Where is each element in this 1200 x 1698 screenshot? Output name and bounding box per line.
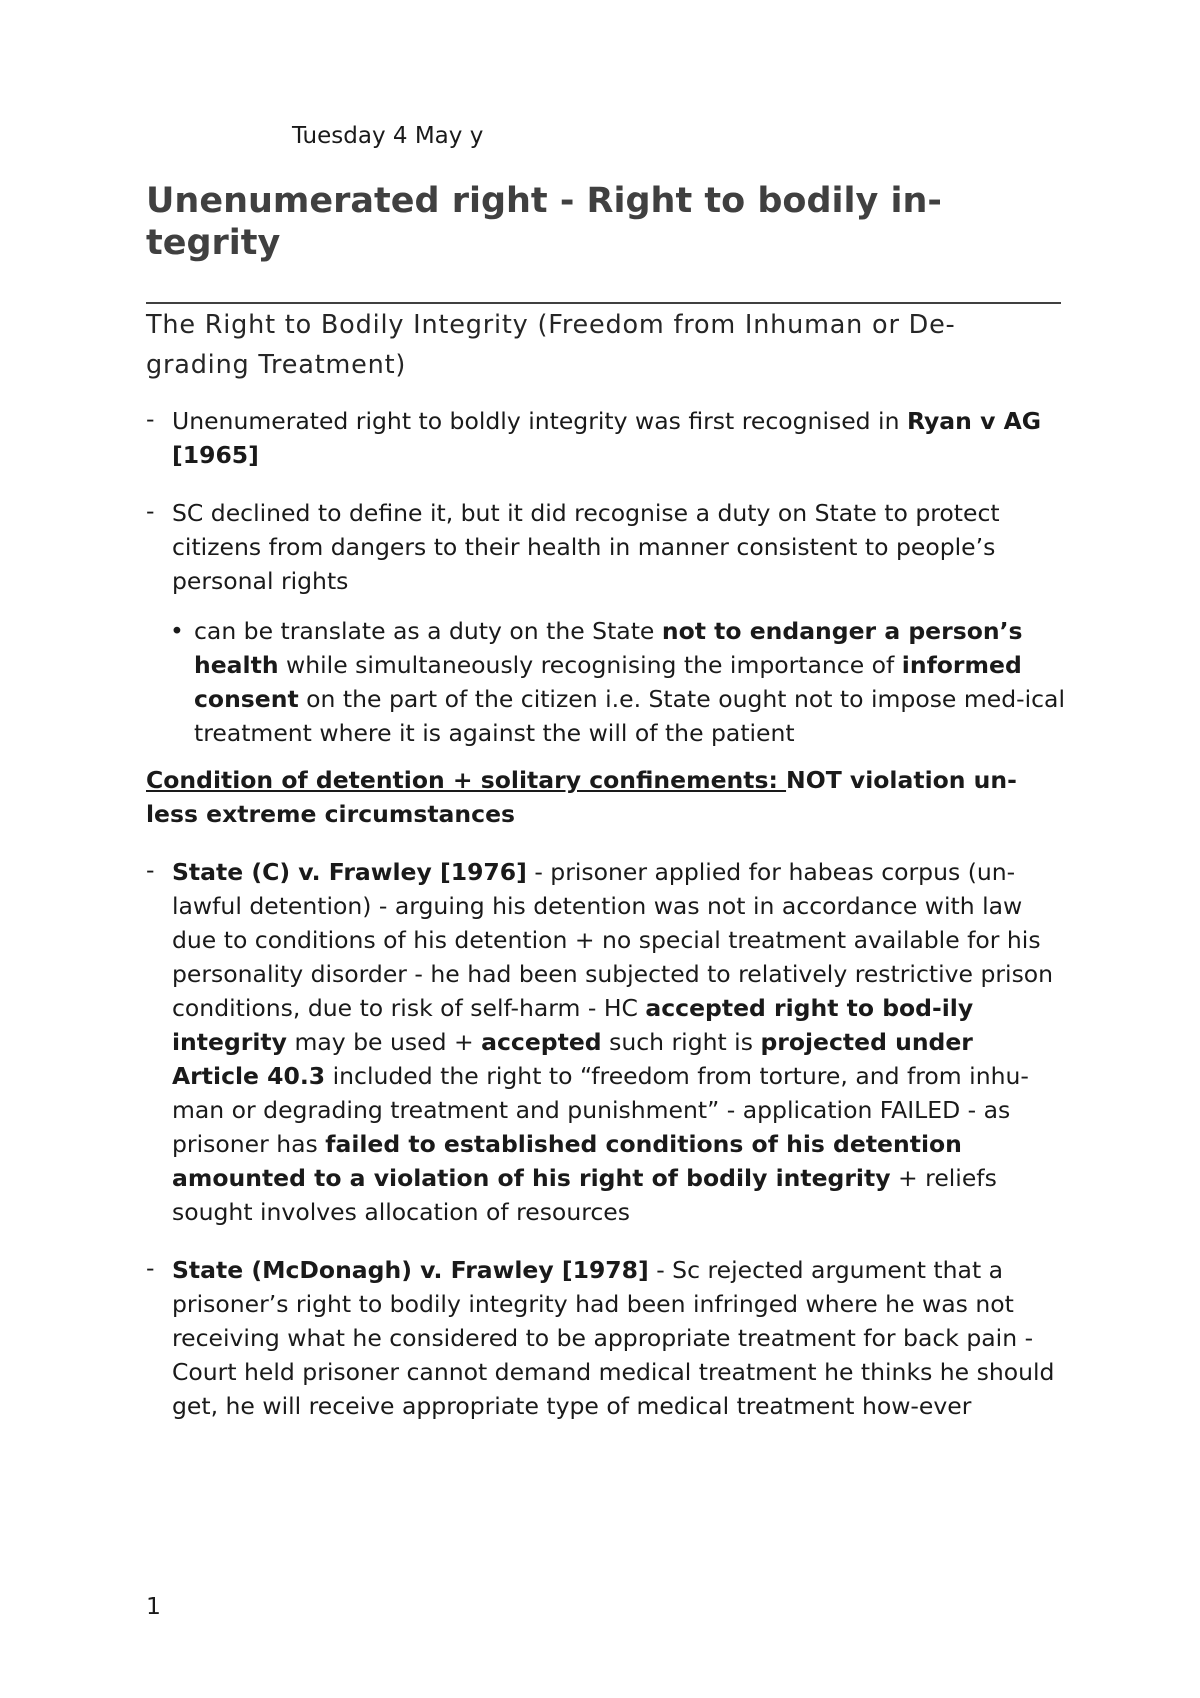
page-title xyxy=(146,180,1066,264)
date-header: Tuesday 4 May y xyxy=(292,123,484,149)
case-citation: Ryan v AG [1965] xyxy=(172,407,1042,469)
item-text: while simultaneously recognising the importance of xyxy=(278,651,902,679)
dash-marker: - xyxy=(146,405,155,433)
page-number: 1 xyxy=(146,1592,161,1620)
list-item-mcdonagh-1978 xyxy=(146,1253,1066,1423)
section-heading-rest: NOT violation un-less extreme circumstances xyxy=(146,766,1017,828)
item-text: - prisoner applied for habeas corpus (un-lawful detention) - arguing his detention was not in accordance with law due to conditions of his detention + no special treatment available for his personality disorder - he had been subjected to relatively restrictive prison conditions, due to risk of self-harm - HC xyxy=(172,858,1054,1022)
emphasis-text: not to endanger a person’s health xyxy=(194,617,1023,679)
section-subtitle xyxy=(146,305,1066,385)
dash-marker: - xyxy=(146,1254,155,1282)
section-subtitle-line-1: The Right to Bodily Integrity (Freedom from Inhuman or De- xyxy=(146,310,956,340)
section-heading-underlined: Condition of detention + solitary confinements: xyxy=(146,766,787,794)
item-text: Unenumerated right to boldly integrity was first recognised in xyxy=(172,407,907,435)
list-item-sc-declined xyxy=(146,496,1066,598)
item-text: such right is xyxy=(601,1028,761,1056)
item-text: included the right to “freedom from torture, and from inhu-man or degrading treatment and punishment” - application FAILED - as prisoner has xyxy=(172,1062,1029,1158)
list-item-ryan xyxy=(146,404,1066,472)
emphasis-text: failed to established conditions of his detention amounted to a violation of his right of bodily integrity xyxy=(172,1130,962,1192)
item-text: - Sc rejected argument that a prisoner’s right to bodily integrity had been infringed where he was not receiving what he considered to be appropriate treatment for back pain - Court held prisoner cannot demand medical treatment he thinks he should get, he will receive appropriate type of medical treatment how-ever xyxy=(172,1256,1055,1420)
item-text: SC declined to define it, but it did recognise a duty on State to protect citizens from dangers to their health in manner consistent to people’s personal rights xyxy=(172,499,1000,595)
case-citation: State (McDonagh) v. Frawley [1978] xyxy=(172,1256,649,1284)
emphasis-text: accepted right to bod-ily integrity xyxy=(172,994,974,1056)
page-title-line-2: tegrity xyxy=(146,223,281,263)
bullet-marker: • xyxy=(170,617,184,645)
list-item-frawley-1976 xyxy=(146,855,1066,1229)
section-heading-detention xyxy=(146,763,1066,831)
item-text: on the part of the citizen i.e. State ought not to impose med-ical treatment where it is against the will of the patient xyxy=(194,685,1065,747)
emphasis-text: projected under Article 40.3 xyxy=(172,1028,973,1090)
case-citation: State (C) v. Frawley [1976] xyxy=(172,858,527,886)
dash-marker: - xyxy=(146,856,155,884)
emphasis-text: accepted xyxy=(481,1028,602,1056)
sub-item-translate xyxy=(146,614,1066,750)
title-divider xyxy=(146,302,1061,304)
document-body xyxy=(146,404,1066,1447)
page-title-line-1: Unenumerated right - Right to bodily in- xyxy=(146,181,942,221)
item-text: + reliefs sought involves allocation of resources xyxy=(172,1164,997,1226)
section-subtitle-line-2: grading Treatment) xyxy=(146,350,407,380)
emphasis-text: informed consent xyxy=(194,651,1022,713)
item-text: can be translate as a duty on the State xyxy=(194,617,662,645)
item-text: may be used + xyxy=(286,1028,482,1056)
dash-marker: - xyxy=(146,497,155,525)
